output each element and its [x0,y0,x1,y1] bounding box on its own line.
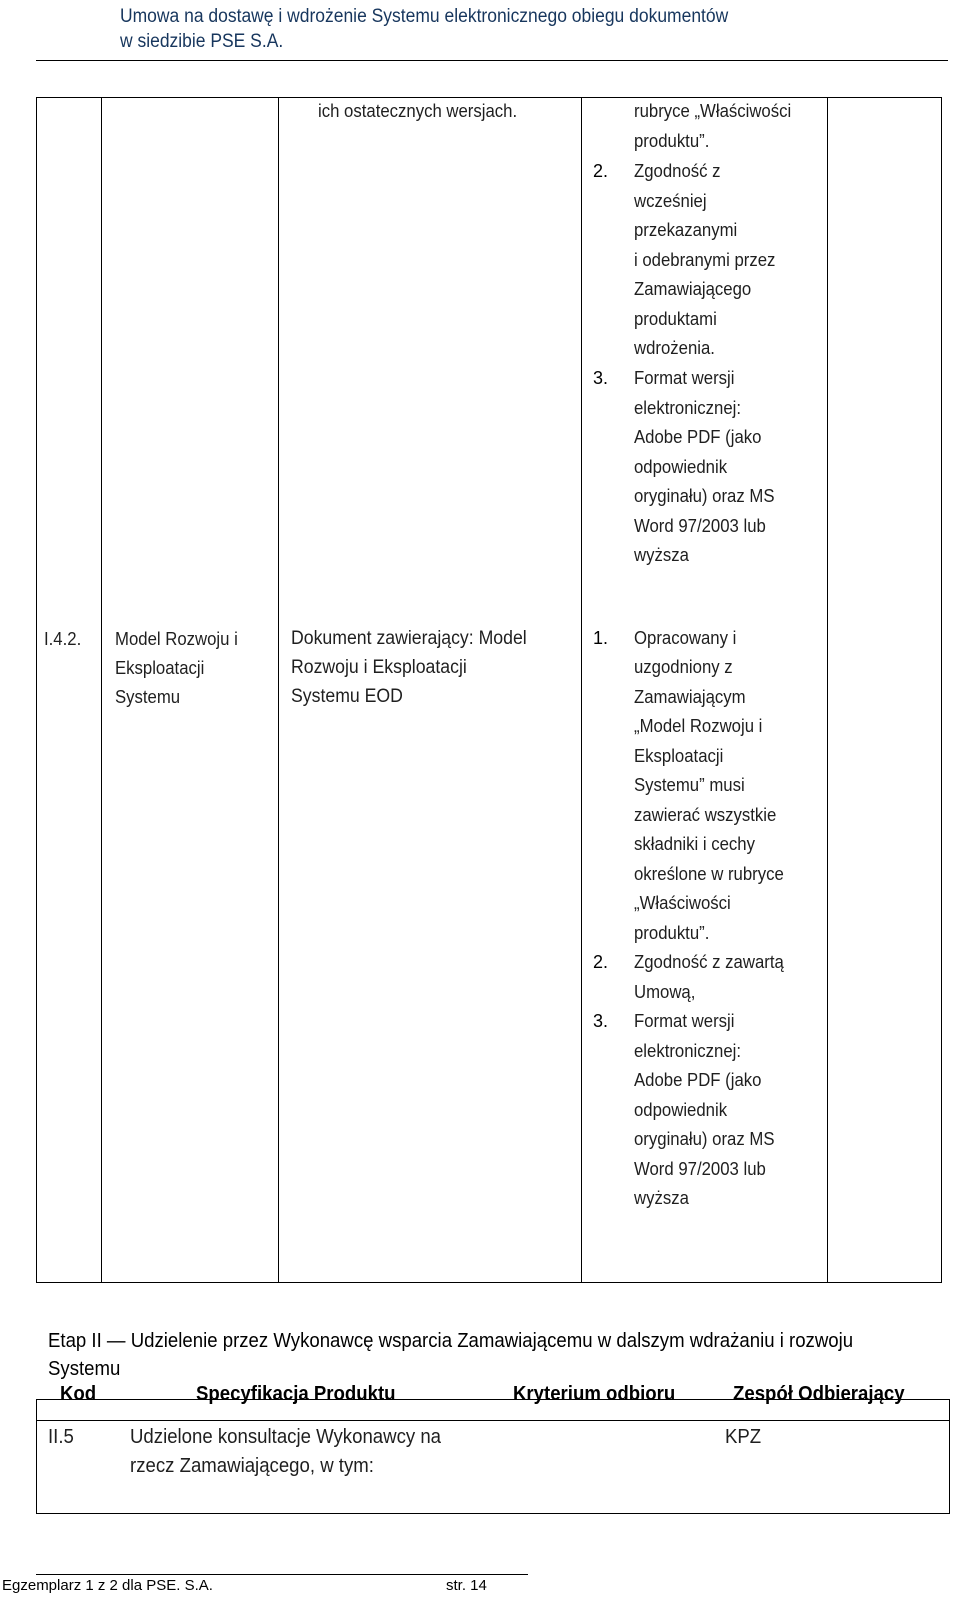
column-header-code: Kod [60,1383,97,1405]
criterion-line: i odebranymi przez [634,250,776,270]
header-line-2: w siedzibie PSE S.A. [120,31,284,52]
criterion-line: Zgodność z [634,161,721,181]
column-header-criterion: Kryterium odbioru [513,1383,676,1405]
criterion-line: produktu”. [634,131,710,151]
criterion-line: Adobe PDF (jako [634,1070,762,1090]
criterion-line: Eksploatacji [634,746,724,766]
spec-line: rzecz Zamawiającego, w tym: [130,1455,374,1477]
team-value: KPZ [725,1426,762,1448]
column-header-team: Zespół Odbierający [733,1383,905,1405]
criterion-line: wyższa [634,1188,689,1208]
item-number: 3. [593,368,609,388]
stage-heading [48,1327,948,1383]
criterion-line: oryginału) oraz MS [634,486,775,506]
page-number: str. 14 [446,1577,487,1594]
criterion-line: Zamawiającym [634,687,746,707]
criterion-line: elektronicznej: [634,398,742,418]
criterion-line: Zamawiającego [634,279,752,299]
criterion-line: wcześniej [634,191,707,211]
header-rule [36,60,948,61]
header-line-1: Umowa na dostawę i wdrożenie Systemu elektronicznego obiegu dokumentów [120,6,729,27]
criterion-line: przekazanymi [634,220,738,240]
product-name-line: Systemu [115,687,181,707]
criterion-line: wdrożenia. [634,338,715,358]
footer-rule [36,1574,528,1575]
criterion-line: określone w rubryce [634,864,784,884]
criterion-line: odpowiednik [634,457,728,477]
criterion-line: odpowiednik [634,1100,728,1120]
criterion-line: Zgodność z zawartą [634,952,784,972]
criterion-line: uzgodniony z [634,657,733,677]
document-header [120,4,728,54]
criterion-line: Systemu” musi [634,775,745,795]
column-divider [278,97,279,1283]
column-divider [827,97,828,1283]
criterion-line: elektronicznej: [634,1041,742,1061]
spec-line: Dokument zawierający: Model [291,628,527,649]
criterion-line: Umową, [634,982,696,1002]
header-row-rule [36,1420,950,1421]
criterion-line: Word 97/2003 lub [634,516,766,536]
criterion-line: produktu”. [634,923,710,943]
criterion-line: Format wersji [634,368,735,388]
product-code: I.4.2. [44,629,82,649]
criterion-line: składniki i cechy [634,834,755,854]
item-number: 3. [593,1011,609,1031]
spec-continuation: ich ostatecznych wersjach. [318,101,518,121]
criterion-line: wyższa [634,545,689,565]
item-number: 1. [593,628,609,648]
spec-line: Udzielone konsultacje Wykonawcy na [130,1426,442,1448]
column-divider [101,97,102,1283]
criterion-line: „Właściwości [634,893,731,913]
product-name-line: Model Rozwoju i [115,629,238,649]
criterion-line: Word 97/2003 lub [634,1159,766,1179]
stage-heading-line: Etap II — Udzielenie przez Wykonawcę wsparcia Zamawiającemu w dalszym wdrażaniu i rozwoju [48,1330,854,1352]
criterion-line: zawierać wszystkie [634,805,777,825]
product-code: II.5 [48,1426,74,1448]
column-divider [581,97,582,1283]
stage-heading-line: Systemu [48,1358,121,1380]
criterion-line: „Model Rozwoju i [634,716,763,736]
item-number: 2. [593,952,609,972]
spec-line: Rozwoju i Eksploatacji [291,657,467,678]
footer-copy: Egzemplarz 1 z 2 dla PSE. S.A. [2,1577,213,1594]
spec-line: Systemu EOD [291,686,403,707]
criterion-line: Opracowany i [634,628,737,648]
product-name-line: Eksploatacji [115,658,205,678]
criterion-line: oryginału) oraz MS [634,1129,775,1149]
criterion-line: produktami [634,309,717,329]
criterion-line: Format wersji [634,1011,735,1031]
item-number: 2. [593,161,609,181]
column-header-spec: Specyfikacja Produktu [196,1383,396,1405]
criterion-line: Adobe PDF (jako [634,427,762,447]
criterion-line: rubryce „Właściwości [634,101,792,121]
